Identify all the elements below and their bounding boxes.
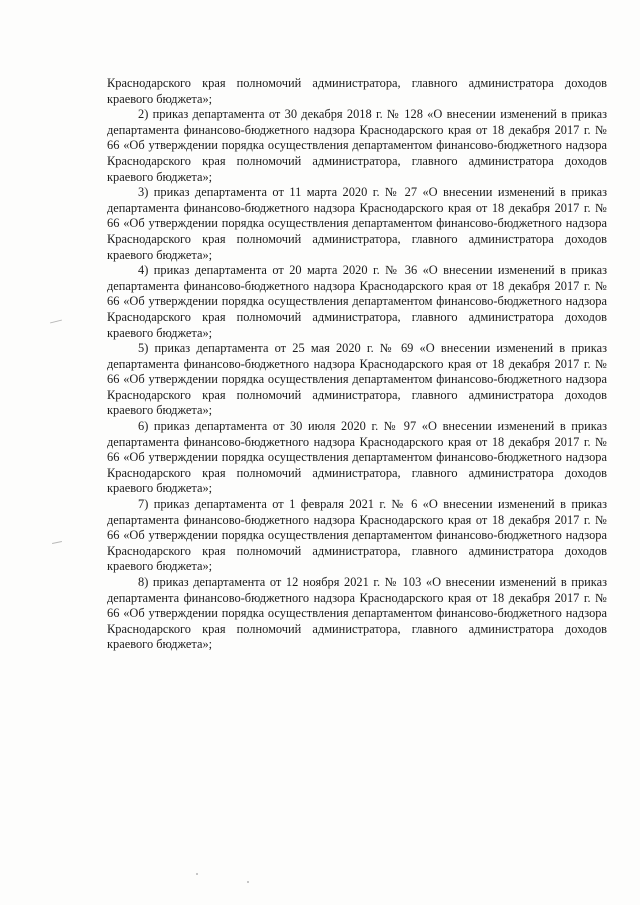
list-item-4: 4) приказ департамента от 20 марта 2020 г. № 36 «О внесении изменений в приказ департамента финансово-бюджетного надзора Краснодарского края от 18 декабря 2017 г. № 66 «Об утверждении порядка осуществления департаментом финансово-бюджетного надзора Краснодарского края полномочий администратора, главного администратора доходов краевого бюджета»; [107,263,607,340]
scan-speck [247,881,249,883]
list-item-8: 8) приказ департамента от 12 ноября 2021 г. № 103 «О внесении изменений в приказ департамента финансово-бюджетного надзора Краснодарского края от 18 декабря 2017 г. № 66 «Об утверждении порядка осуществления департаментом финансово-бюджетного надзора Краснодарского края полномочий администратора, главного администратора доходов краевого бюджета»; [107,575,607,652]
scan-speck [196,873,198,875]
document-body [107,76,607,653]
scan-margin-mark [52,541,62,544]
list-item-2: 2) приказ департамента от 30 декабря 2018 г. № 128 «О внесении изменений в приказ департамента финансово-бюджетного надзора Краснодарского края от 18 декабря 2017 г. № 66 «Об утверждении порядка осуществления департаментом финансово-бюджетного надзора Краснодарского края полномочий администратора, главного администратора доходов краевого бюджета»; [107,107,607,184]
scan-margin-mark [50,320,62,324]
list-item-5: 5) приказ департамента от 25 мая 2020 г. № 69 «О внесении изменений в приказ департамента финансово-бюджетного надзора Краснодарского края от 18 декабря 2017 г. № 66 «Об утверждении порядка осуществления департаментом финансово-бюджетного надзора Краснодарского края полномочий администратора, главного администратора доходов краевого бюджета»; [107,341,607,418]
list-item-6: 6) приказ департамента от 30 июля 2020 г. № 97 «О внесении изменений в приказ департамента финансово-бюджетного надзора Краснодарского края от 18 декабря 2017 г. № 66 «Об утверждении порядка осуществления департаментом финансово-бюджетного надзора Краснодарского края полномочий администратора, главного администратора доходов краевого бюджета»; [107,419,607,496]
list-item-7: 7) приказ департамента от 1 февраля 2021 г. № 6 «О внесении изменений в приказ департамента финансово-бюджетного надзора Краснодарского края от 18 декабря 2017 г. № 66 «Об утверждении порядка осуществления департаментом финансово-бюджетного надзора Краснодарского края полномочий администратора, главного администратора доходов краевого бюджета»; [107,497,607,574]
list-item-3: 3) приказ департамента от 11 марта 2020 г. № 27 «О внесении изменений в приказ департамента финансово-бюджетного надзора Краснодарского края от 18 декабря 2017 г. № 66 «Об утверждении порядка осуществления департаментом финансово-бюджетного надзора Краснодарского края полномочий администратора, главного администратора доходов краевого бюджета»; [107,185,607,262]
paragraph-continuation: Краснодарского края полномочий администратора, главного администратора доходов краевого бюджета»; [107,76,607,106]
